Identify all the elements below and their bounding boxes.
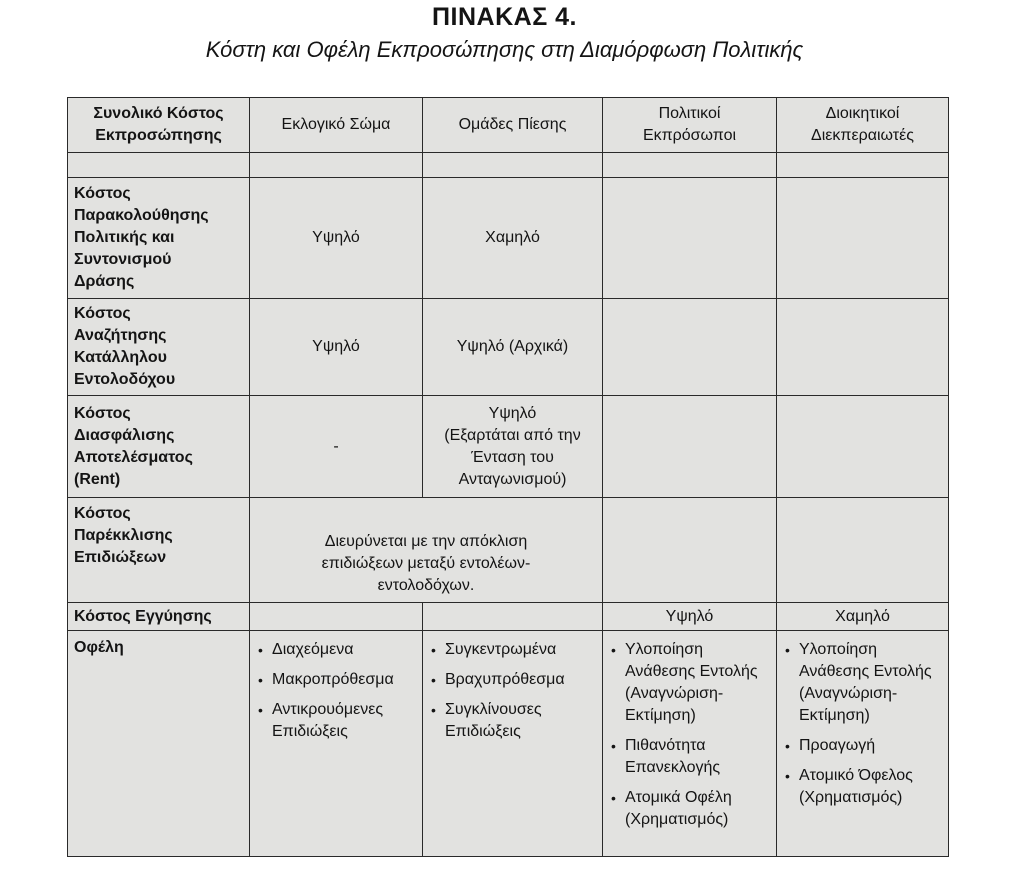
row-label-deviation: Κόστος Παρέκκλισης Επιδιώξεων: [68, 498, 250, 603]
list-item: • Υλοποίηση Ανάθεσης Εντολής (Αναγνώριση-Εκτίμηση): [609, 639, 770, 727]
row-label-search: Κόστος Αναζήτησης Κατάλληλου Εντολοδόχου: [68, 299, 250, 396]
cell-guarantee-administrators: Χαμηλό: [777, 603, 949, 631]
cell-guarantee-electorate: [250, 603, 423, 631]
list-item: • Προαγωγή: [783, 735, 942, 757]
row-search-cost: [68, 299, 949, 396]
table-number: ΠΙΝΑΚΑΣ 4.: [431, 3, 577, 31]
cell-search-electorate: Υψηλό: [250, 299, 423, 396]
cell-deviation-administrators: [777, 498, 949, 603]
row-label-benefits: Οφέλη: [68, 631, 250, 857]
list-item: • Πιθανότητα Επανεκλογής: [609, 735, 770, 779]
cell-benefits-administrators: [777, 631, 949, 857]
cell-search-administrators: [777, 299, 949, 396]
spacer-row: [68, 153, 949, 178]
row-label-guarantee: Κόστος Εγγύησης: [68, 603, 250, 631]
list-item: • Συγκλίνουσες Επιδιώξεις: [429, 699, 596, 743]
header-row: [68, 98, 949, 153]
cell-deviation-politicians: [603, 498, 777, 603]
cell-search-politicians: [603, 299, 777, 396]
cell-guarantee-pressure-groups: [423, 603, 603, 631]
cell-assurance-politicians: [603, 396, 777, 498]
list-item: • Ατομικό Όφελος (Χρηματισμός): [783, 765, 942, 809]
row-label-monitoring: Κόστος Παρακολούθησης Πολιτικής και Συντονισμού Δράσης: [68, 178, 250, 299]
cell-benefits-electorate: [250, 631, 423, 857]
header-total-cost: Συνολικό Κόστος Εκπροσώπησης: [68, 98, 250, 153]
cell-monitoring-pressure-groups: Χαμηλό: [423, 178, 603, 299]
header-pressure-groups: Ομάδες Πίεσης: [423, 98, 603, 153]
cell-benefits-pressure-groups: [423, 631, 603, 857]
row-label-assurance: Κόστος Διασφάλισης Αποτελέσματος (Rent): [68, 396, 250, 498]
header-administrators: Διοικητικοί Διεκπεραιωτές: [777, 98, 949, 153]
list-item: • Ατομικά Οφέλη (Χρηματισμός): [609, 787, 770, 831]
table-heading: [0, 2, 1009, 64]
cell-monitoring-electorate: Υψηλό: [250, 178, 423, 299]
cell-assurance-administrators: [777, 396, 949, 498]
row-monitoring-cost: [68, 178, 949, 299]
row-benefits: [68, 631, 949, 857]
cell-assurance-pressure-groups: Υψηλό (Εξαρτάται από την Ένταση του Ανταγωνισμού): [423, 396, 603, 498]
row-assurance-cost: [68, 396, 949, 498]
row-deviation-cost: [68, 498, 949, 603]
cell-monitoring-administrators: [777, 178, 949, 299]
row-guarantee-cost: [68, 603, 949, 631]
table-title: Κόστη και Οφέλη Εκπροσώπησης στη Διαμόρφωση Πολιτικής: [205, 37, 804, 62]
cell-monitoring-politicians: [603, 178, 777, 299]
header-politicians: Πολιτικοί Εκπρόσωποι: [603, 98, 777, 153]
cell-guarantee-politicians: Υψηλό: [603, 603, 777, 631]
list-item: • Βραχυπρόθεσμα: [429, 669, 596, 691]
list-item: • Αντικρουόμενες Επιδιώξεις: [256, 699, 416, 743]
header-electorate: Εκλογικό Σώμα: [250, 98, 423, 153]
cell-benefits-politicians: [603, 631, 777, 857]
cost-benefit-table: [67, 97, 949, 857]
list-item: • Μακροπρόθεσμα: [256, 669, 416, 691]
cell-search-pressure-groups: Υψηλό (Αρχικά): [423, 299, 603, 396]
list-item: • Υλοποίηση Ανάθεσης Εντολής (Αναγνώριση-Εκτίμηση): [783, 639, 942, 727]
list-item: • Συγκεντρωμένα: [429, 639, 596, 661]
cell-deviation-merged: Διευρύνεται με την απόκλιση επιδιώξεων μεταξύ εντολέων- εντολοδόχων.: [250, 498, 603, 603]
list-item: • Διαχεόμενα: [256, 639, 416, 661]
cell-assurance-electorate: -: [250, 396, 423, 498]
